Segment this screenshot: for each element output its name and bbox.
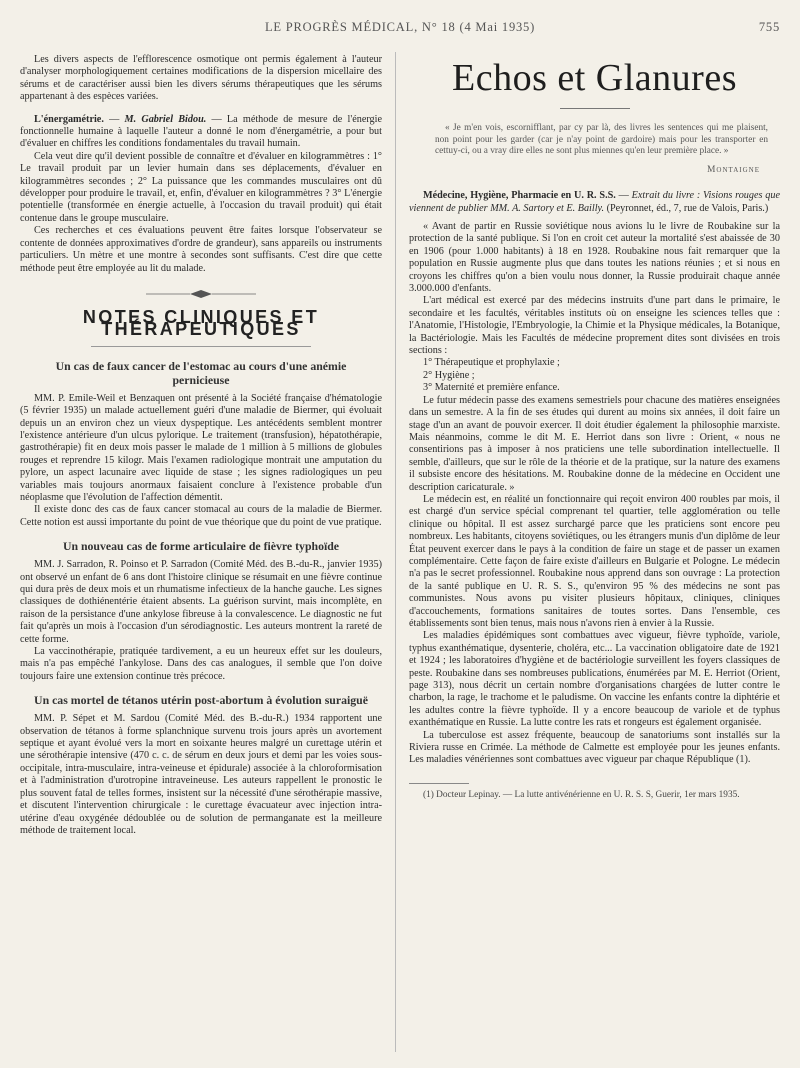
article-title-1: Un cas de faux cancer de l'estomac au cours d'une anémie pernicieuse <box>55 358 347 387</box>
urss-list-item: 2° Hygiène ; <box>423 369 475 381</box>
energametrie-lead: L'énergamétrie. <box>34 113 104 125</box>
footnote-rule <box>409 783 469 784</box>
intro-paragraph: Les divers aspects de l'efflorescence osmotique ont permis également à l'auteur d'analyser morphologiquement certaines modifications de la dispersion micellaire des sérums et de caractériser aussi bien les divers sérums thérapeutiques que les sérums appartenant à des espèces variées. <box>20 54 382 103</box>
urss-article-dash: — <box>615 190 632 202</box>
urss-article-extrait: Extrait du livre : Visions rouges que viennent de publier MM. A. Sartory et E. Bailly. <box>409 190 780 214</box>
article-2-paragraph-1: MM. J. Sarradon, R. Poinso et P. Sarradon (Comité Méd. des B.-du-R., janvier 1935) ont observé un enfant de 6 ans dont l'histoire clinique se résumait en une fièvre continue qui dura près de deux mois et un rhumatisme infectieux de la hanche gauche. Les signes classiques de dothiénentérie étaient absents. La guérison survint, mais incomplète, en raison de la persistance d'une ankylose fibreuse à la convalescence. Le diagnostic ne fut fait qu'après un mois à l'occasion d'un sérodiagnostic. Les auteurs montrent la rareté de cette forme. <box>20 559 382 645</box>
urss-paragraph-6: La tuberculose est assez fréquente, beaucoup de sanatoriums sont installés sur la Riviera russe en Crimée. La méthode de Calmette est employée pour les jeunes enfants. Les maladies vénériennes sont combattues avec vigueur par chaque République (1). <box>409 729 780 766</box>
energametrie-paragraph-3: Ces recherches et ces évaluations peuvent être faites lorsque l'observateur se contente de données approximatives d'ordre de grandeur), sans appareils ou instruments particuliers. Un mètre et une montre à secondes sont suffisants. C'est dire que cette méthode peut être employée au lit du malade. <box>20 225 382 274</box>
epigraph-author: Montaigne <box>707 164 760 175</box>
urss-article-publisher: (Peyronnet, éd., 7, rue de Valois, Paris.) <box>604 202 769 214</box>
urss-paragraph-4: Le médecin est, en réalité un fonctionnaire qui reçoit environ 400 roubles par mois, il est chargé d'un service spécial comprenant tel quartier, telle agglomération ou telle clinique ou hôpital. Il est assez surchargé parce que les praticiens sont encore peu nombreux. Les habitants, citoyens soviétiques, ou les étrangers munis d'un diplôme de leur État peuvent exercer dans le pays à la condition de faire un stage et de passer un examen complémentaire. Cette façon de faire existe d'ailleurs en Bulgarie et Pologne. Le médecin n'a pas le secret professionnel. Roubakine nous apprend dans son ouvrage : La protection de la santé publique en U. R. S. S., qu'environ 95 % des médecins ne sont pas communistes. Nous avons pu visiter plusieurs hôpitaux, cliniques, cliniques d'accouchements, formations sanitaires de toutes sortes. Dans l'ensemble, ces établissements sont bien tenus, mais nous n'avons rien à envier à la Russie. <box>409 493 780 629</box>
urss-paragraph-2: L'art médical est exercé par des médecins instruits d'une part dans le primaire, le secondaire et les facultés, véritables instituts où on enseigne les sciences telles que : l'Anatomie, l'Histologie, l'Embryologie, la Chimie et la Physique médicales, la Botanique, la Bactériologie. Mais les Facultés de médecine proprement dites sont divisées en trois sections : <box>409 295 780 357</box>
left-column <box>20 54 382 1054</box>
article-3-paragraph-1: MM. P. Sépet et M. Sardou (Comité Méd. des B.-du-R.) 1934 rapportent une observation de tétanos à forme splanchnique survenu trois jours après un avortement septique et ayant évolué vers la mort en soixante heures malgré un curettage utérin et une sérothérapie intensive (470 c. c. de sérum en deux jours et demi par les voies sous-occipitale, intra-musculaire, intra-veineuse et épidurale) associée à la chloroformisation et à l'administration d'urotropine intraveineuse. Les auteurs rappellent le pronostic le plus souvent fatal de telles formes, insistent sur la nécessité d'une sérothérapie massive, et discutent l'intervention chirurgicale : le curettage évacuateur avec injection intra-utérine d'eau oxygénée dédoublée ou de solution de permanganate est la meilleure méthode de traitement local. <box>20 713 382 836</box>
echos-rule <box>560 108 630 109</box>
urss-paragraph-5: Les maladies épidémiques sont combattues avec vigueur, fièvre typhoïde, variole, typhus exanthématique, dysenterie, choléra, etc... La vaccination obligatoire date de 1921 et 1924 ; les laboratoires d'hygiène et de bactériologie surveillent les foyers classiques de peste. Roubakine dans ses nombreuses publications, énumérées par M. E. Herriot (Orient, page 313), nous décrit un certain nombre d'organisations chargées de lutter contre le charbon, la rage, le trachome et le paludisme. On vaccine les enfants contre la diphtérie et les adultes contre la fièvre typhoïde. Il y a encore beaucoup de variole et de typhus exanthématique en Russie. La lutte contre les rats et rongeurs est également organisée. <box>409 630 780 729</box>
urss-article-heading <box>409 190 780 215</box>
urss-article-lead: Médecine, Hygiène, Pharmacie en U. R. S.S. <box>423 190 616 202</box>
energametrie-paragraph-2: Cela veut dire qu'il devient possible de connaître et d'évaluer en kilogrammètres : 1° Le travail produit par un levier humain dans ses déplacements, d'évaluer en kilogrammètres secondes ; 2° La puissance que les commandes musculaires ont dû développer pour produire le travail, et, enfin, d'évaluer en kilogrammètres ? 3° L'énergie potentielle (transformée en énergie actuelle, à l'occasion du travail produit) qui était contenue dans le groupe musculaire. <box>20 150 382 224</box>
footnote: (1) Docteur Lepinay. — La lutte antivénérienne en U. R. S. S, Guerir, 1er mars 1935. <box>423 789 740 800</box>
right-column <box>409 54 780 1054</box>
journal-title: LE PROGRÈS MÉDICAL, N° 18 (4 Mai 1935) <box>264 20 536 34</box>
urss-paragraph-3: Le futur médecin passe des examens semestriels pour chacune des matières enseignées dans un semestre. A la fin de ses études qui durent au moins six années, il doit faire un stage d'un an avant de pouvoir exercer. Il doit étudier également la philosophie marxiste. Mais néanmoins, comme le dit M. E. Herriot dans son livre : Orient, « nous ne consentirions pas à imposer à nos praticiens une telle subordination intellectuelle. Il semble, d'ailleurs, que sur le rôle de la théorie et de la pratique, sur la nature des examens il subsiste encore des hésitations. M. Roubakine donne de la médecine en Occident une description caricaturale. » <box>409 394 780 493</box>
energametrie-text: — La méthode de mesure de l'énergie fonctionnelle humaine à laquelle l'auteur a donné le nom d'énergamétrie, a pour but d'évaluer en chiffres les conditions fondamentales du travail humain. <box>20 113 382 150</box>
article-title-2: Un nouveau cas de forme articulaire de fièvre typhoïde <box>62 539 340 554</box>
column-divider <box>395 52 396 1052</box>
section-title: NOTES CLINIQUES ET THÉRAPEUTIQUES <box>82 306 320 340</box>
urss-list-item: 3° Maternité et première enfance. <box>423 382 560 394</box>
article-2-paragraph-2: La vaccinothérapie, pratiquée tardivement, a eu un heureux effet sur les douleurs, mais n'a pas empêché l'ankylose. Dans des cas analogues, il semble que l'on doive toujours faire une extension continue très précoce. <box>20 646 382 682</box>
energametrie-paragraph <box>20 114 382 151</box>
echos-title: Echos et Glanures <box>452 57 737 99</box>
article-title-3: Un cas mortel de tétanos utérin post-abortum à évolution suraiguë <box>34 693 368 708</box>
energametrie-author: M. Gabriel Bidou. <box>124 113 207 125</box>
article-1-paragraph-1: MM. P. Emile-Weil et Benzaquen ont présenté à la Société française d'hématologie (5 février 1935) un malade actuellement guéri d'une maladie de Biermer, qui évoluait depuis un an environ chez un vieux dyspeptique. Les antécédents semblent montrer l'existence antérieure d'un ulcus pylorique. Le traitement (transfusion), hépatothérapie, gastrothérapie) fit en deux mois passer le malade de 1 million à 5 millions de globules rouges et reprendre 15 kilogr. Mais l'examen radiologique montrait une amputation du pylore, un aspect lacunaire avec liquide de stase ; les signes radiologiques un peu variables mais toujours anormaux faisaient conclure à l'existence probable d'un néoplasme que l'évolution de l'affection démentit. <box>20 392 382 503</box>
ornament-divider <box>146 289 256 299</box>
section-rule <box>91 346 311 347</box>
energametrie-dash: — <box>103 113 125 125</box>
article-1-paragraph-2: Il existe donc des cas de faux cancer stomacal au cours de la maladie de Biermer. Cette notion est aussi importante du point de vue théorique que du point de vue pratique. <box>20 504 382 528</box>
urss-paragraph-1: « Avant de partir en Russie soviétique nous avions lu le livre de Roubakine sur la protection de la santé publique. Si l'on en croit cet auteur la mortalité s'est abaissée de 30 en 1906 (pour 1.000 habitants) à 18 en 1928. Roubakine nous fait remarquer que la population en Russie augmente plus que dans toutes les nations réunies ; et si nous en croyons les chiffres qu'on a bien voulu nous donner, la Russie produirait chaque année 3.000.000 d'enfants. <box>409 221 780 295</box>
page-number: 755 <box>758 20 780 34</box>
epigraph: « Je m'en vois, escornifflant, par cy par là, des livres les sentences qui me plaisent, non point pour les garder (car je n'ay point de gardoire) mais pour les transporter en cettuy-ci, ou a vray dire elles ne sont plus miennes qu'en leur première place. » <box>435 123 768 157</box>
urss-list-item: 1° Thérapeutique et prophylaxie ; <box>423 357 560 369</box>
running-head <box>20 20 780 36</box>
